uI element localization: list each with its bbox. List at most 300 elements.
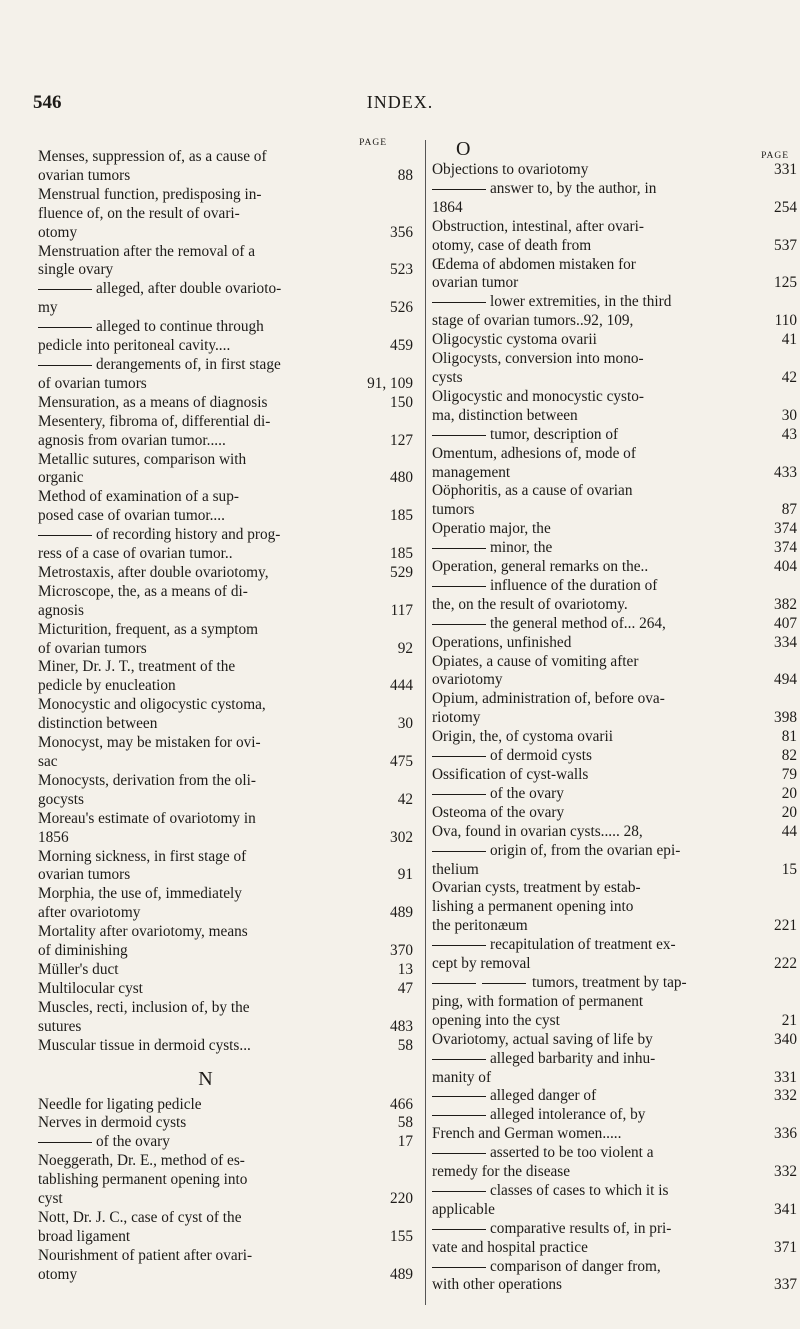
index-entry: [38, 1096, 413, 1115]
ditto-rule: [432, 435, 486, 436]
index-entry: [432, 1106, 797, 1144]
index-entry: [38, 186, 413, 243]
entry-text: [432, 558, 797, 577]
index-entry: [38, 243, 413, 281]
entry-text: [446, 1106, 797, 1125]
entry-line-text: Noeggerath, Dr. E., method of es-: [38, 1152, 245, 1170]
entry-line-text: tablishing permanent opening into: [38, 1171, 248, 1189]
entry-line-text: stage of ovarian tumors..92, 109,: [432, 312, 634, 330]
entry-page-ref: 483: [390, 1017, 413, 1035]
entry-line-text: Monocyst, may be mistaken for ovi-: [38, 734, 261, 752]
index-entry: [38, 148, 413, 186]
entry-text: [38, 261, 413, 280]
ditto-rule: [432, 302, 486, 303]
entry-line-text: tumor, description of: [490, 425, 619, 443]
entry-page-ref: 150: [390, 393, 413, 411]
entry-text: [446, 293, 797, 312]
entry-line-text: Opiates, a cause of vomiting after: [432, 652, 639, 670]
ditto-rule: [432, 1229, 486, 1230]
entry-text: [38, 488, 413, 507]
entry-line-text: Nerves in dermoid cysts: [38, 1114, 187, 1132]
entry-line-text: Ovariotomy, actual saving of life by: [432, 1030, 653, 1048]
entry-text: [432, 803, 797, 823]
entry-line-text: cysts: [432, 368, 463, 386]
entry-page-ref: 15: [781, 860, 797, 878]
ditto-rule: [432, 1267, 486, 1268]
entry-line-text: Needle for ligating pedicle: [38, 1095, 202, 1113]
entry-text: [446, 426, 797, 445]
entry-line-text: opening into the cyst: [432, 1011, 560, 1029]
index-entry: [38, 1247, 413, 1285]
entry-text: [38, 469, 413, 488]
index-entry: [38, 848, 413, 886]
entry-text: [38, 1208, 413, 1228]
entry-line-text: Mortality after ovariotomy, means: [38, 923, 248, 941]
entry-line-text: Nott, Dr. J. C., case of cyst of the: [38, 1208, 242, 1226]
entry-line-text: ovariotomy: [432, 671, 503, 689]
entry-text: [446, 180, 797, 199]
entry-line-text: Moreau's estimate of ovariotomy in: [38, 809, 256, 827]
entry-page-ref: 404: [774, 558, 797, 576]
entry-line-text: comparison of danger from,: [490, 1257, 661, 1275]
entry-text: [38, 942, 413, 961]
entry-text: [52, 356, 413, 375]
entry-line-text: fluence of, on the result of ovari-: [38, 204, 240, 222]
entry-text: [38, 923, 413, 942]
entry-text: [446, 747, 797, 766]
entry-page-ref: 58: [397, 1036, 413, 1054]
index-entry: [38, 318, 413, 356]
entry-line-text: Œdema of abdomen mistaken for: [432, 255, 636, 273]
entry-text: [446, 615, 797, 634]
entry-line-text: Monocysts, derivation from the oli-: [38, 771, 256, 789]
entry-line-text: ovarian tumors: [38, 866, 131, 884]
entry-line-text: manity of: [432, 1068, 492, 1086]
index-entry: [38, 1133, 413, 1152]
entry-text: [432, 161, 797, 180]
entry-line-text: Ova, found in ovarian cysts..... 28,: [432, 822, 643, 840]
entry-text: [38, 1017, 413, 1037]
entry-list-m: [38, 148, 413, 1056]
entry-line-text: Oligocystic cystoma ovarii: [432, 331, 597, 349]
entry-text: [432, 860, 797, 880]
entry-line-text: of ovarian tumors: [38, 639, 147, 657]
entry-text: [432, 387, 797, 407]
entry-text: [38, 753, 413, 772]
entry-text: [432, 917, 797, 936]
entry-text: [432, 255, 797, 275]
index-entry: [432, 539, 797, 558]
entry-text: [38, 828, 413, 848]
index-entry: [432, 388, 797, 426]
index-entry: [432, 1258, 797, 1296]
index-entry: [38, 621, 413, 659]
entry-line-text: ovarian tumors: [38, 166, 131, 184]
entry-text: [38, 204, 413, 224]
entry-line-text: of recording history and prog-: [96, 526, 281, 544]
entry-text: [446, 1144, 797, 1163]
entry-text: [38, 242, 413, 262]
entry-line-text: Ossification of cyst-walls: [432, 766, 589, 783]
entry-line-text: sutures: [38, 1017, 82, 1035]
index-entry: [432, 728, 797, 747]
entry-text: [38, 1036, 413, 1056]
entry-text: [52, 318, 413, 337]
entry-text: [432, 1276, 797, 1295]
entry-text: [38, 620, 413, 640]
ditto-rule: [432, 983, 476, 984]
entry-page-ref: 331: [774, 161, 797, 178]
entry-text: [432, 406, 797, 426]
index-entry: [38, 772, 413, 810]
index-entry: [432, 615, 797, 634]
index-entry: [38, 885, 413, 923]
entry-page-ref: 489: [390, 1265, 413, 1283]
ditto-rule: [432, 756, 486, 757]
entry-page-ref: 110: [774, 312, 797, 330]
entry-line-text: answer to, by the author, in: [490, 179, 657, 197]
entry-line-text: Origin, the, of cystoma ovarii: [432, 728, 613, 746]
ditto-rule: [432, 945, 486, 946]
entry-text: [432, 444, 797, 464]
ditto-rule: [432, 548, 486, 549]
index-entry: [38, 999, 413, 1037]
entry-line-text: Metrostaxis, after double ovariotomy,: [38, 563, 269, 581]
entry-page-ref: 374: [774, 520, 797, 538]
index-entry: [432, 1031, 797, 1050]
entry-line-text: tumors: [432, 501, 475, 519]
entry-page-ref: 336: [774, 1125, 797, 1143]
index-entry: [432, 804, 797, 823]
index-entry: [432, 256, 797, 294]
entry-list-o: [432, 161, 797, 1295]
entry-line-text: my: [38, 299, 58, 317]
index-entry: [38, 980, 413, 999]
entry-line-text: vate and hospital practice: [432, 1238, 588, 1256]
entry-page-ref: 494: [774, 671, 797, 689]
entry-line-text: broad ligament: [38, 1227, 131, 1245]
entry-page-ref: 185: [390, 507, 413, 525]
entry-line-text: Osteoma of the ovary: [432, 803, 565, 821]
index-entry: [432, 577, 797, 615]
index-entry: [432, 331, 797, 350]
column-divider: [425, 140, 426, 1305]
entry-line-text: Nourishment of patient after ovari-: [38, 1246, 253, 1264]
entry-line-text: single ovary: [38, 261, 114, 279]
entry-line-text: Menstrual function, predisposing in-: [38, 185, 262, 203]
section-letter-o: O: [456, 138, 471, 160]
entry-text: [52, 280, 413, 299]
entry-page-ref: 341: [774, 1200, 797, 1218]
index-entry: [432, 426, 797, 445]
entry-line-text: remedy for the disease: [432, 1163, 571, 1181]
entry-text: [446, 842, 797, 861]
entry-line-text: Muscular tissue in dermoid cysts...: [38, 1036, 251, 1054]
index-entry: [38, 394, 413, 413]
entry-page-ref: 155: [390, 1227, 413, 1245]
entry-line-text: of the ovary: [96, 1133, 170, 1151]
index-entry: [432, 482, 797, 520]
entry-line-text: applicable: [432, 1200, 495, 1218]
entry-line-text: thelium: [432, 860, 479, 878]
entry-text: [432, 368, 797, 388]
entry-text: [38, 639, 413, 659]
index-entry: [38, 451, 413, 489]
ditto-rule: [38, 327, 92, 328]
entry-text: [432, 198, 797, 218]
entry-text: [432, 992, 797, 1012]
index-entry: [38, 583, 413, 621]
ditto-rule: [38, 1142, 92, 1143]
index-entry: [432, 558, 797, 577]
entry-text: [432, 1163, 797, 1182]
ditto-rule: [432, 1115, 486, 1116]
index-entry: [38, 1152, 413, 1209]
entry-line-text: Omentum, adhesions of, mode of: [432, 444, 636, 462]
entry-text: [38, 998, 413, 1018]
entry-line-text: comparative results of, in pri-: [490, 1219, 672, 1237]
entry-page-ref: 44: [781, 822, 797, 840]
entry-text: [432, 709, 797, 728]
entry-line-text: alleged, after double ovarioto-: [96, 280, 282, 298]
entry-page-ref: 82: [781, 747, 797, 765]
index-entry: [432, 747, 797, 766]
index-entry: [432, 1050, 797, 1088]
entry-line-text: of the ovary: [490, 784, 564, 802]
entry-line-text: the peritonæum: [432, 917, 528, 935]
entry-text: [38, 374, 413, 394]
index-entry: [38, 488, 413, 526]
entry-line-text: minor, the: [490, 539, 553, 557]
entry-line-text: ping, with formation of permanent: [432, 992, 644, 1010]
entry-page-ref: 489: [390, 904, 413, 922]
entry-line-text: after ovariotomy: [38, 904, 141, 922]
ditto-rule: [38, 289, 92, 290]
entry-text: [38, 582, 413, 602]
entry-text: [432, 595, 797, 615]
ditto-rule: [432, 1059, 486, 1060]
entry-page-ref: 79: [781, 766, 797, 783]
entry-text: [38, 148, 413, 167]
entry-line-text: Mesentery, fibroma of, differential di-: [38, 412, 271, 430]
entry-text: [432, 652, 797, 672]
entry-page-ref: 302: [390, 828, 413, 846]
index-entry: [38, 564, 413, 583]
entry-line-text: Opium, administration of, before ova-: [432, 690, 665, 708]
index-entry: [38, 280, 413, 318]
entry-text: [38, 1152, 413, 1171]
entry-text: [38, 545, 413, 564]
entry-text: [446, 936, 797, 955]
index-entry: [38, 734, 413, 772]
entry-text: [38, 1265, 413, 1285]
entry-line-text: alleged to continue through: [96, 318, 264, 336]
entry-text: [38, 979, 413, 999]
entry-page-ref: 334: [774, 633, 797, 651]
entry-text: [432, 331, 797, 350]
entry-text: [38, 450, 413, 470]
entry-page-ref: 30: [781, 406, 797, 424]
entry-page-ref: 127: [390, 431, 413, 449]
entry-line-text: alleged barbarity and inhu-: [490, 1049, 656, 1067]
entry-page-ref: 21: [781, 1011, 797, 1029]
index-entry: [38, 356, 413, 394]
index-entry: [432, 1144, 797, 1182]
entry-text: [38, 1114, 413, 1133]
entry-text: [432, 236, 797, 256]
entry-text: [432, 1238, 797, 1258]
page-label-right: PAGE: [761, 151, 789, 161]
entry-text: [446, 539, 797, 558]
entry-line-text: origin of, from the ovarian epi-: [490, 841, 681, 859]
entry-page-ref: 221: [774, 917, 797, 935]
entry-text: [52, 1133, 413, 1152]
entry-page-ref: 220: [390, 1190, 413, 1208]
entry-line-text: posed case of ovarian tumor....: [38, 507, 225, 525]
entry-page-ref: 371: [774, 1238, 797, 1256]
index-column-right: [432, 138, 797, 1295]
entry-line-text: lishing a permanent opening into: [432, 898, 634, 916]
entry-page-ref: 42: [397, 790, 413, 808]
page-label: PAGE: [359, 138, 387, 148]
entry-text: [432, 312, 797, 331]
entry-text: [38, 299, 413, 318]
index-column-left: [38, 138, 413, 1285]
entry-line-text: the, on the result of ovariotomy.: [432, 595, 628, 613]
entry-text: [432, 728, 797, 747]
entry-text: [432, 671, 797, 690]
entry-text: [38, 866, 413, 885]
entry-text: [432, 501, 797, 520]
index-entry: [432, 445, 797, 483]
entry-text: [432, 955, 797, 974]
entry-page-ref: 480: [390, 469, 413, 487]
entry-text: [432, 766, 797, 785]
entry-line-text: Menses, suppression of, as a cause of: [38, 148, 267, 165]
entry-line-text: Method of examination of a sup-: [38, 488, 239, 506]
index-entry: [38, 413, 413, 451]
entry-line-text: Monocystic and oligocystic cystoma,: [38, 696, 266, 714]
index-entry: [38, 1114, 413, 1133]
entry-text: [38, 1171, 413, 1190]
entry-line-text: of dermoid cysts: [490, 747, 592, 765]
entry-text: [446, 785, 797, 804]
entry-text: [38, 847, 413, 867]
index-entry: [432, 879, 797, 936]
entry-text: [432, 274, 797, 293]
entry-line-text: alleged intolerance of, by: [490, 1106, 646, 1124]
entry-line-text: Muscles, recti, inclusion of, by the: [38, 998, 250, 1016]
entry-page-ref: 30: [397, 715, 413, 733]
entry-text: [432, 690, 797, 709]
entry-line-text: gocysts: [38, 790, 84, 808]
entry-text: [38, 1190, 413, 1209]
entry-line-text: Micturition, frequent, as a symptom: [38, 620, 259, 638]
entry-text: [38, 885, 413, 904]
entry-line-text: Objections to ovariotomy: [432, 161, 589, 178]
index-entry: [432, 1087, 797, 1106]
entry-page-ref: 13: [397, 960, 413, 978]
entry-text: [432, 1030, 797, 1050]
entry-page-ref: 43: [781, 425, 797, 443]
entry-text: [432, 350, 797, 369]
ditto-rule: [432, 189, 486, 190]
entry-line-text: tumors, treatment by tap-: [532, 973, 687, 991]
entry-line-text: Ovarian cysts, treatment by estab-: [432, 879, 641, 897]
entry-page-ref: 125: [774, 274, 797, 292]
entry-line-text: classes of cases to which it is: [490, 1181, 669, 1199]
entry-line-text: otomy, case of death from: [432, 236, 592, 254]
index-entry: [432, 785, 797, 804]
ditto-rule: [432, 586, 486, 587]
entry-text: [432, 1200, 797, 1220]
index-entry: [38, 1037, 413, 1056]
entry-page-ref: 374: [774, 539, 797, 557]
entry-text: [38, 1246, 413, 1266]
entry-text: [432, 1068, 797, 1088]
entry-text: [446, 1258, 797, 1277]
entry-page-ref: 356: [390, 223, 413, 241]
entry-text: [38, 904, 413, 923]
entry-text: [38, 166, 413, 186]
index-entry: [432, 690, 797, 728]
ditto-rule: [432, 1096, 486, 1097]
entry-page-ref: 382: [774, 595, 797, 613]
entry-line-text: Mensuration, as a means of diagnosis: [38, 393, 268, 411]
entry-line-text: distinction between: [38, 715, 158, 733]
entry-text: [446, 974, 797, 993]
index-entry: [38, 526, 413, 564]
entry-line-text: Miner, Dr. J. T., treatment of the: [38, 658, 236, 676]
entry-text: [38, 696, 413, 715]
index-entry: [38, 810, 413, 848]
entry-line-text: French and German women.....: [432, 1125, 622, 1143]
entry-line-text: Operations, unfinished: [432, 633, 572, 651]
entry-line-text: of ovarian tumors: [38, 374, 147, 392]
entry-line-text: asserted to be too violent a: [490, 1144, 654, 1162]
entry-line-text: lower extremities, in the third: [490, 293, 672, 311]
entry-text: [432, 879, 797, 898]
entry-line-text: management: [432, 463, 511, 481]
running-title: INDEX.: [366, 92, 434, 112]
index-entry: [38, 923, 413, 961]
entry-text: [432, 463, 797, 483]
entry-line-text: riotomy: [432, 709, 481, 727]
entry-page-ref: 88: [397, 166, 413, 184]
entry-text: [446, 1220, 797, 1239]
entry-text: [38, 809, 413, 829]
section-letter-n: N: [198, 1067, 213, 1090]
ditto-rule: [38, 365, 92, 366]
entry-page-ref: 433: [774, 463, 797, 481]
ditto-rule: [432, 1191, 486, 1192]
entry-text: [446, 1050, 797, 1069]
entry-page-ref: 87: [781, 501, 797, 519]
entry-line-text: ovarian tumor: [432, 274, 519, 292]
entry-text: [432, 1125, 797, 1144]
ditto-rule: [432, 851, 486, 852]
entry-text: [38, 412, 413, 432]
entry-text: [432, 898, 797, 917]
entry-line-text: Morning sickness, in first stage of: [38, 847, 247, 865]
entry-text: [432, 520, 797, 539]
entry-line-text: of diminishing: [38, 942, 128, 960]
index-entry: [432, 350, 797, 388]
entry-list-n: [38, 1096, 413, 1285]
entry-text: [38, 960, 413, 980]
entry-text: [432, 217, 797, 237]
index-entry: [432, 1220, 797, 1258]
